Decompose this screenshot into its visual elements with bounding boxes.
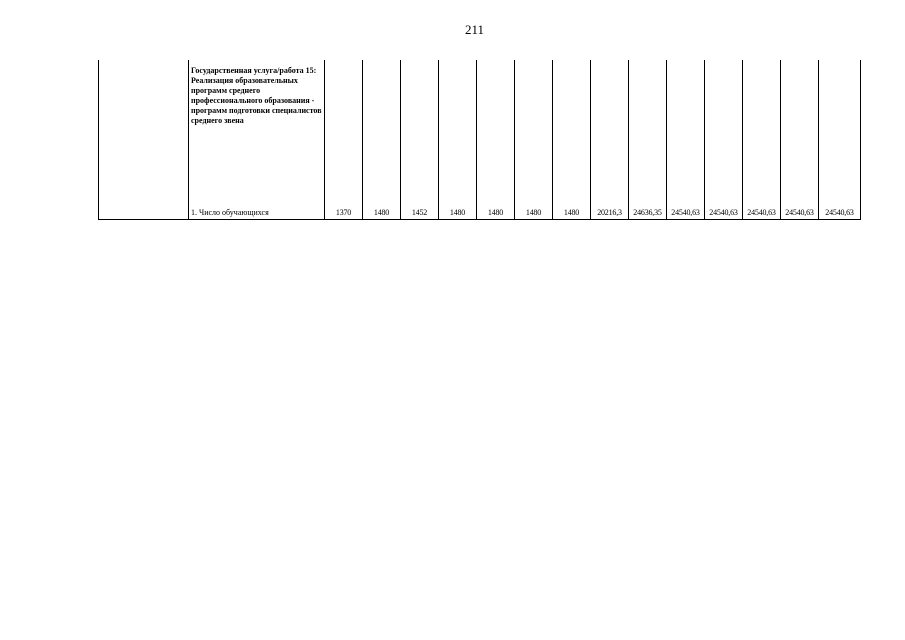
empty-cell bbox=[819, 60, 861, 206]
value-cell: 1480 bbox=[363, 206, 401, 220]
value-cell: 24540,63 bbox=[705, 206, 743, 220]
page-number: 211 bbox=[464, 22, 485, 37]
value-cell: 24540,63 bbox=[667, 206, 705, 220]
value-cell: 1480 bbox=[477, 206, 515, 220]
empty-cell bbox=[553, 60, 591, 206]
service-title: Государственная услуга/работа 15: Реализация образовательных программ среднего профессионального образования - программ подготовки специалистов среднего звена bbox=[189, 60, 325, 206]
empty-cell bbox=[363, 60, 401, 206]
empty-cell bbox=[591, 60, 629, 206]
empty-cell bbox=[667, 60, 705, 206]
blank-cell bbox=[99, 206, 189, 220]
value-cell: 24636,35 bbox=[629, 206, 667, 220]
value-cell: 1480 bbox=[439, 206, 477, 220]
empty-cell bbox=[781, 60, 819, 206]
empty-cell bbox=[401, 60, 439, 206]
value-cell: 1480 bbox=[515, 206, 553, 220]
empty-cell bbox=[515, 60, 553, 206]
blank-cell bbox=[99, 60, 189, 206]
value-cell: 1370 bbox=[325, 206, 363, 220]
empty-cell bbox=[477, 60, 515, 206]
indicator-label: 1. Число обучающихся bbox=[189, 206, 325, 220]
value-cell: 1480 bbox=[553, 206, 591, 220]
value-cell: 24540,63 bbox=[743, 206, 781, 220]
empty-cell bbox=[629, 60, 667, 206]
empty-cell bbox=[705, 60, 743, 206]
data-table bbox=[98, 60, 861, 220]
table-row-indicator bbox=[99, 206, 861, 220]
value-cell: 20216,3 bbox=[591, 206, 629, 220]
value-cell: 1452 bbox=[401, 206, 439, 220]
table-row-service bbox=[99, 60, 861, 206]
empty-cell bbox=[743, 60, 781, 206]
value-cell: 24540,63 bbox=[781, 206, 819, 220]
empty-cell bbox=[325, 60, 363, 206]
empty-cell bbox=[439, 60, 477, 206]
value-cell: 24540,63 bbox=[819, 206, 861, 220]
